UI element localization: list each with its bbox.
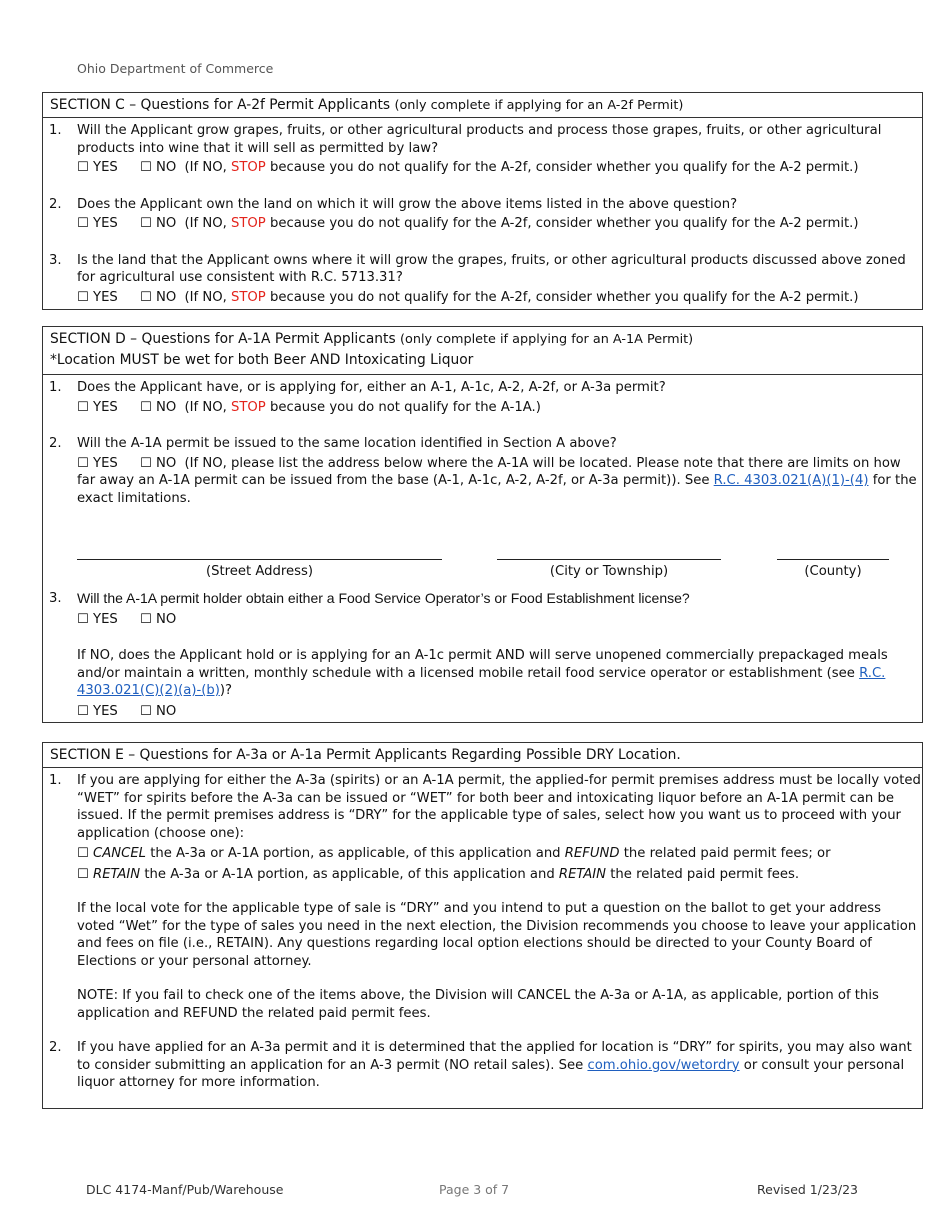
street-address-label: (Street Address) <box>205 564 314 579</box>
yes-checkbox[interactable]: ☐ YES <box>77 216 118 231</box>
rc-4303-021-c-link[interactable]: R.C. 4303.021(C)(2)(a)-(b) <box>77 665 886 698</box>
street-address-field[interactable] <box>77 559 442 560</box>
followup-no-checkbox[interactable]: ☐ NO <box>140 703 177 719</box>
question-number: 1. <box>49 380 62 395</box>
no-checkbox[interactable]: ☐ NO <box>140 289 177 305</box>
section-c-question-3 <box>43 252 922 307</box>
question-text: If you are applying for either the A-3a (spirits) or an A-1A permit, the applied-for permit premises address must be locally voted “WET” for spirits before the A-3a can be issued or “WET” for both beer and intoxicating liquor before an A-1A permit can be issued. If the permit premises address is “DRY” for the applicable type of sales, select how you want us to proceed with your application (choose one): <box>77 773 921 841</box>
answer-note: (If NO, STOP because you do not qualify for the A-1A.) <box>184 399 541 415</box>
revised-date: Revised 1/23/23 <box>757 1182 858 1197</box>
question-number: 2. <box>49 436 62 451</box>
question-number: 2. <box>49 196 62 212</box>
section-c-header <box>43 93 922 118</box>
section-c-question-2 <box>43 196 922 233</box>
no-checkbox[interactable]: ☐ NO <box>140 455 177 471</box>
question-text: Does the Applicant have, or is applying for, either an A-1, A-1c, A-2, A-2f, or A-3a permit? <box>77 380 666 395</box>
city-label: (City or Township) <box>549 564 669 579</box>
rc-4303-021-a-link[interactable]: R.C. 4303.021(A)(1)-(4) <box>713 473 869 488</box>
answer-note: (If NO, STOP because you do not qualify for the A-2f, consider whether you qualify for the A-2 permit.) <box>184 160 859 175</box>
section-e-title: SECTION E – Questions for A-3a or A-1a Permit Applicants Regarding Possible DRY Location. <box>50 747 681 763</box>
section-d-question-2 <box>43 435 922 507</box>
wet-or-dry-link[interactable]: com.ohio.gov/wetordry <box>587 1057 740 1073</box>
retain-option[interactable]: ☐ RETAIN the A-3a or A-1A portion, as applicable, of this application and RETAIN the related paid permit fees. <box>77 866 800 882</box>
yes-checkbox[interactable]: ☐ YES <box>77 399 118 415</box>
no-checkbox[interactable]: ☐ NO <box>140 611 177 627</box>
followup-question: If NO, does the Applicant hold or is applying for an A-1c permit AND will serve unopened commercially prepackaged meals and/or maintain a written, monthly schedule with a licensed mobile retail food service operator or establishment (see R.C. 4303.021(C)(2)(a)-(b))? <box>77 648 888 698</box>
section-c-question-1 <box>43 122 922 177</box>
question-text: Will the A-1A permit holder obtain either a Food Service Operator’s or Food Establishment license? <box>77 590 690 606</box>
question-number: 1. <box>49 773 62 788</box>
county-label: (County) <box>804 564 862 579</box>
section-e <box>42 742 923 1109</box>
section-d-subtitle: (only complete if applying for an A-1A Permit) <box>400 332 694 347</box>
section-e-question-1 <box>43 772 922 1022</box>
county-field[interactable] <box>777 559 889 560</box>
cancel-checkbox[interactable]: ☐ <box>77 846 89 861</box>
section-e-question-2 <box>43 1039 922 1092</box>
question-text: Is the land that the Applicant owns where it will grow the grapes, fruits, or other agricultural products discussed above zoned for agricultural use consistent with R.C. 5713.31? <box>77 252 906 285</box>
answer-note: (If NO, STOP because you do not qualify for the A-2f, consider whether you qualify for the A-2 permit.) <box>184 289 859 305</box>
followup-yes-checkbox[interactable]: ☐ YES <box>77 703 118 719</box>
section-e-header <box>43 743 922 768</box>
city-field[interactable] <box>497 559 721 560</box>
question-number: 2. <box>49 1040 62 1055</box>
question-number: 3. <box>49 252 62 268</box>
section-d-title: SECTION D – Questions for A-1A Permit Applicants <box>50 331 396 347</box>
section-c-subtitle: (only complete if applying for an A-2f Permit) <box>394 98 684 113</box>
agency-name: Ohio Department of Commerce <box>77 61 274 76</box>
question-text: Will the A-1A permit be issued to the same location identified in Section A above? <box>77 436 617 451</box>
section-d-question-1 <box>43 379 922 416</box>
retain-checkbox[interactable]: ☐ <box>77 866 89 882</box>
no-checkbox[interactable]: ☐ NO <box>140 216 177 231</box>
answer-note: (If NO, please list the address below where the A-1A will be located. Please note that there are limits on how far away an A-1A permit can be issued from the base (A-1, A-1c, A-2, A-2f, or A-3a permit)). See R.C. 4303.021(A)(1)-(4) for the exact limitations. <box>77 455 917 506</box>
no-checkbox[interactable]: ☐ NO <box>140 160 177 175</box>
cancel-option[interactable]: ☐ CANCEL the A-3a or A-1A portion, as applicable, of this application and REFUND the related paid permit fees; or <box>77 846 831 861</box>
section-c <box>42 92 923 310</box>
form-id: DLC 4174-Manf/Pub/Warehouse <box>86 1182 284 1197</box>
yes-checkbox[interactable]: ☐ YES <box>77 160 118 175</box>
yes-checkbox[interactable]: ☐ YES <box>77 455 118 471</box>
section-d-question-3 <box>43 590 922 720</box>
yes-checkbox[interactable]: ☐ YES <box>77 289 118 305</box>
question-text: Does the Applicant own the land on which it will grow the above items listed in the above question? <box>77 196 738 212</box>
page-number: Page 3 of 7 <box>439 1182 510 1197</box>
section-d-header <box>43 327 922 375</box>
wet-location-note: *Location MUST be wet for both Beer AND Intoxicating Liquor <box>50 352 474 368</box>
no-checkbox[interactable]: ☐ NO <box>140 399 177 415</box>
answer-note: (If NO, STOP because you do not qualify for the A-2f, consider whether you qualify for the A-2 permit.) <box>184 216 859 231</box>
yes-checkbox[interactable]: ☐ YES <box>77 611 118 627</box>
note-paragraph: NOTE: If you fail to check one of the items above, the Division will CANCEL the A-3a or A-1A, as applicable, portion of this application and REFUND the related paid permit fees. <box>77 988 879 1021</box>
section-c-title: SECTION C – Questions for A-2f Permit Applicants <box>50 97 391 113</box>
question-number: 3. <box>49 591 62 606</box>
section-d <box>42 326 923 723</box>
question-number: 1. <box>49 123 62 138</box>
question-text: Will the Applicant grow grapes, fruits, or other agricultural products and process those grapes, fruits, or other agricultural products into wine that it will sell as permitted by law? <box>77 123 882 156</box>
question-text: If you have applied for an A-3a permit and it is determined that the applied for location is “DRY” for spirits, you may also want to consider submitting an application for an A-3 permit (NO retail sales). See com.ohio.gov/wetordry or consult your personal liquor attorney for more information. <box>77 1040 912 1090</box>
dry-vote-paragraph: If the local vote for the applicable type of sale is “DRY” and you intend to put a question on the ballot to get your address voted “Wet” for the type of sales you need in the next election, the Division recommends you choose to leave your application and fees on file (i.e., RETAIN). Any questions regarding local option elections should be directed to your County Board of Elections or your personal attorney. <box>77 901 917 969</box>
